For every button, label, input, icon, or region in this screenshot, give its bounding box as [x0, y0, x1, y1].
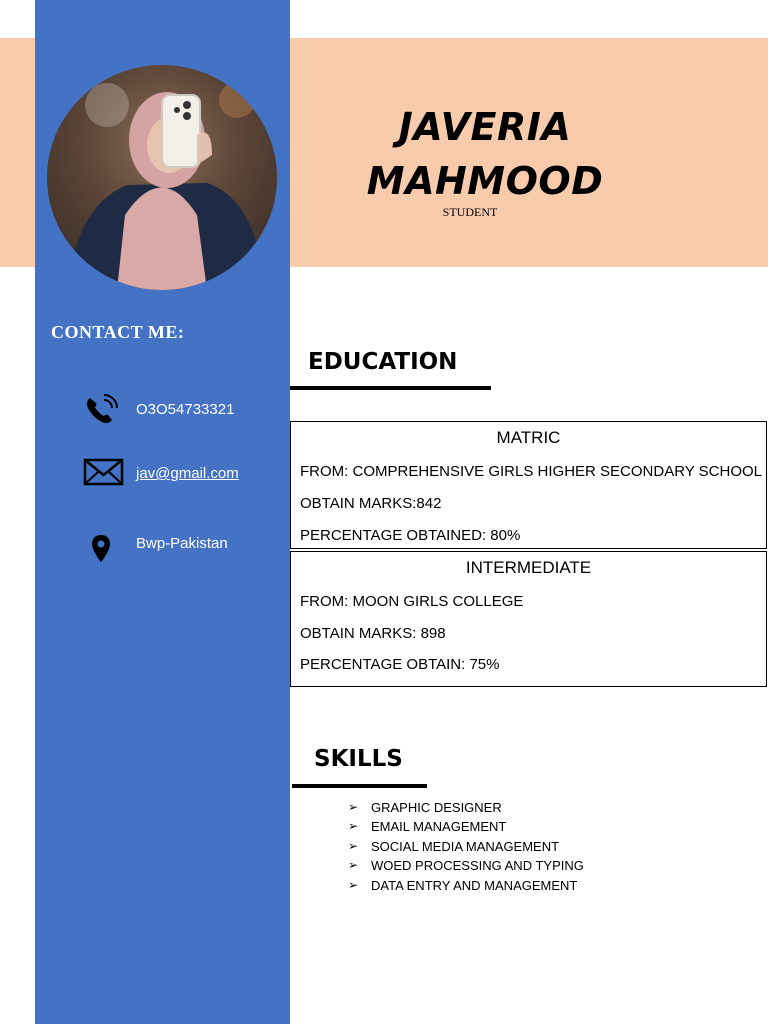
arrow-bullet-icon: ➢	[348, 877, 359, 892]
education-entry-intermediate	[290, 551, 767, 687]
skill-label: GRAPHIC DESIGNER	[371, 800, 502, 815]
arrow-bullet-icon: ➢	[348, 819, 359, 834]
education-percentage: PERCENTAGE OBTAINED: 80%	[300, 527, 521, 544]
phone-icon	[82, 392, 126, 428]
skill-label: SOCIAL MEDIA MANAGEMENT	[371, 838, 560, 854]
profile-photo	[47, 65, 277, 290]
skills-title: SKILLS	[314, 746, 403, 772]
list-item	[348, 798, 584, 817]
education-underline	[290, 386, 491, 390]
education-heading: INTERMEDIATE	[465, 558, 592, 577]
email-link[interactable]: jav@gmail.com	[136, 465, 239, 482]
contact-title: CONTACT ME:	[51, 322, 185, 342]
contact-phone	[82, 392, 282, 428]
education-title: EDUCATION	[308, 349, 458, 375]
envelope-icon	[82, 456, 126, 492]
education-percentage: PERCENTAGE OBTAIN: 75%	[300, 656, 500, 673]
education-marks: OBTAIN MARKS:842	[300, 495, 442, 512]
skill-label: WOED PROCESSING AND TYPING	[371, 858, 584, 874]
skills-list	[348, 798, 584, 895]
arrow-bullet-icon: ➢	[348, 838, 359, 853]
education-from: FROM: COMPREHENSIVE GIRLS HIGHER SECONDARY SCHOOL	[300, 463, 763, 480]
profile-photo-illustration	[47, 65, 277, 290]
name-last: MAHMOOD	[366, 159, 604, 203]
location-pin-icon	[82, 534, 126, 570]
contact-location	[82, 534, 282, 570]
skills-underline	[292, 784, 427, 788]
education-marks: OBTAIN MARKS: 898	[300, 625, 446, 642]
education-heading: MATRIC	[496, 428, 561, 447]
candidate-name	[350, 100, 620, 208]
education-from: FROM: MOON GIRLS COLLEGE	[300, 593, 524, 610]
education-entry-matric	[290, 421, 767, 549]
arrow-bullet-icon: ➢	[348, 800, 359, 814]
name-first: JAVERIA	[398, 105, 572, 149]
role-label: STUDENT	[442, 205, 498, 219]
location-text: Bwp-Pakistan	[136, 535, 228, 552]
skill-label: EMAIL MANAGEMENT	[371, 819, 507, 835]
list-item	[348, 876, 584, 895]
phone-number: O3O54733321	[136, 401, 235, 418]
list-item	[348, 856, 584, 875]
list-item	[348, 817, 584, 836]
arrow-bullet-icon: ➢	[348, 858, 359, 873]
skill-label: DATA ENTRY AND MANAGEMENT	[371, 877, 578, 893]
list-item	[348, 837, 584, 856]
contact-email[interactable]	[82, 456, 282, 492]
